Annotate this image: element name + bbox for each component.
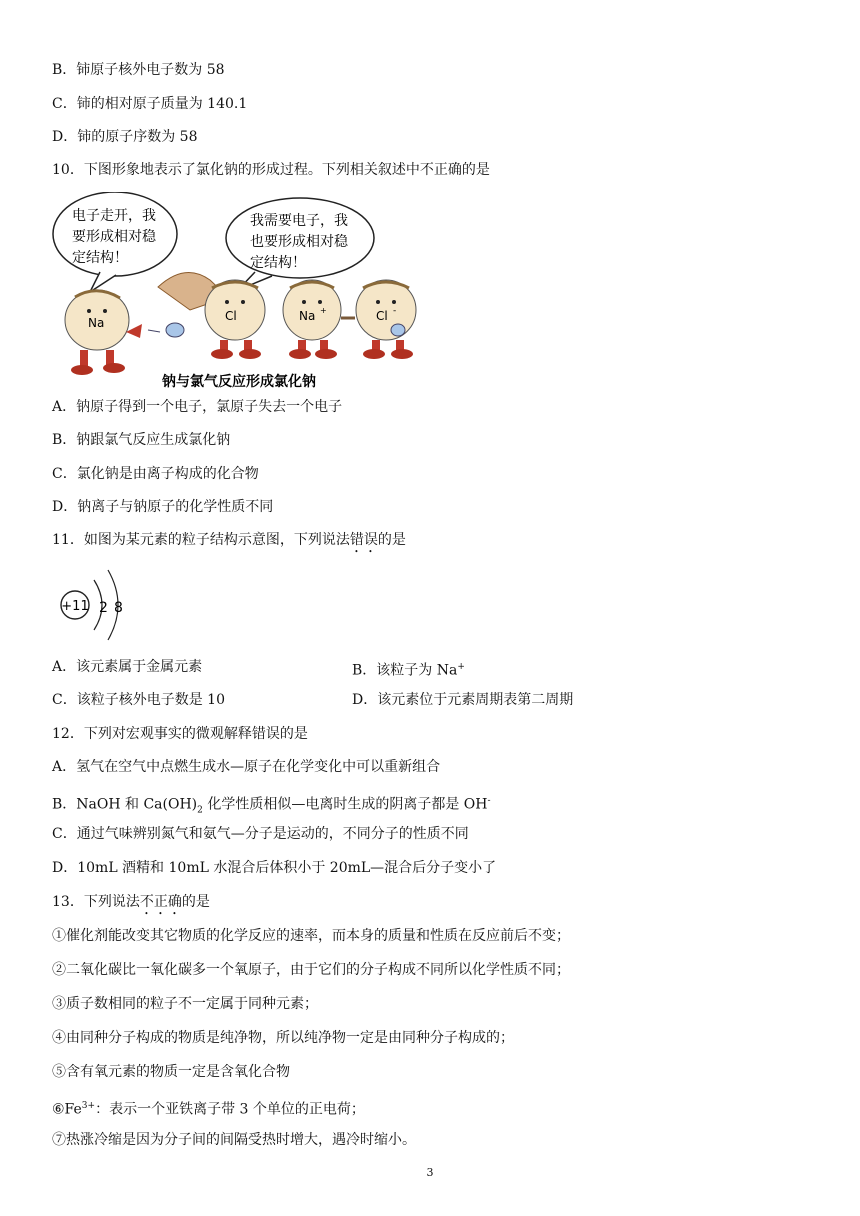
shell-1-electrons: 2 [99, 600, 108, 616]
q12-option-d: D．10mL 酒精和 10mL 水混合后体积小于 20mL—混合后分子变小了 [52, 860, 497, 876]
electron-icon [148, 323, 184, 337]
q13-item-1: ①催化剂能改变其它物质的化学反应的速率，而本身的质量和性质在反应前后不变； [52, 928, 570, 944]
cl-ion-label: Cl [376, 309, 388, 323]
q11-stem-end: 的是 [377, 532, 406, 548]
q13-item-6-charge: 3+ [81, 1101, 96, 1111]
q12-option-b-text-2: 化学性质相似—电离时生成的阴离子都是 OH [202, 796, 488, 813]
q11-stem-text: 11．如图为某元素的粒子结构示意图，下列说法 [52, 532, 350, 548]
q13-stem [52, 892, 210, 918]
q12-stem: 12．下列对宏观事实的微观解释错误的是 [52, 726, 308, 742]
q11-option-d: D．该元素位于元素周期表第二周期 [352, 692, 574, 708]
shell-2-electrons: 8 [114, 600, 123, 616]
q12-option-b-text: B．NaOH 和 Ca(OH) [52, 796, 198, 813]
q13-stem-end: 的是 [181, 894, 210, 910]
q10-option-d: D．钠离子与钠原子的化学性质不同 [52, 499, 274, 515]
q13-item-2: ②二氧化碳比一氧化碳多一个氧原子，由于它们的分子构成不同所以化学性质不同； [52, 962, 570, 978]
q13-item-3: ③质子数相同的粒子不一定属于同种元素； [52, 996, 318, 1012]
q10-option-a: A．钠原子得到一个电子，氯原子失去一个电子 [52, 399, 343, 415]
q9-option-d: D．铈的原子序数为 58 [52, 129, 198, 145]
q10-option-b: B．钠跟氯气反应生成氯化钠 [52, 432, 231, 448]
cl-label: Cl [225, 309, 237, 323]
bubble-left-line-1: 电子走开，我 [72, 208, 156, 224]
q11-option-a: A．该元素属于金属元素 [52, 659, 203, 675]
q12-option-a: A．氢气在空气中点燃生成水—原子在化学变化中可以重新组合 [52, 759, 441, 775]
q13-stem-emphasis: 不正确 [139, 894, 182, 910]
q12-option-b [52, 791, 491, 820]
q13-item-6 [52, 1096, 365, 1120]
na-ion-character [283, 280, 355, 359]
q13-item-4: ④由同种分子构成的物质是纯净物，所以纯净物一定是由同种分子构成的； [52, 1030, 514, 1046]
q12-option-b-subscript: 2 [197, 805, 203, 816]
cl-ion-charge: - [393, 306, 397, 316]
q11-option-c: C．该粒子核外电子数是 10 [52, 692, 225, 708]
q11-option-b [352, 657, 465, 681]
q11-stem [52, 530, 406, 556]
cl-atom-character [205, 280, 265, 359]
q12-option-b-charge: - [487, 796, 491, 806]
q10-stem: 10．下图形象地表示了氯化钠的形成过程。下列相关叙述中不正确的是 [52, 162, 490, 178]
page-number: 3 [426, 1166, 434, 1179]
q11-option-b-charge: + [457, 662, 465, 672]
q13-stem-text: 13．下列说法 [52, 894, 140, 910]
q13-item-7: ⑦热涨冷缩是因为分子间的间隔受热时增大，遇冷时缩小。 [52, 1132, 416, 1148]
nucleus-label: +11 [61, 599, 89, 614]
nacl-formation-illustration [50, 192, 440, 392]
q11-stem-emphasis: 错误 [349, 532, 378, 548]
bubble-left-line-2: 要形成相对稳 [72, 229, 156, 245]
bubble-left-line-3: 定结构！ [72, 250, 128, 266]
q11-option-b-text: B．该粒子为 Na [352, 662, 458, 679]
q13-item-6-text-2: ：表示一个亚铁离子带 3 个单位的正电荷； [95, 1101, 365, 1118]
na-label: Na [88, 316, 105, 330]
na-atom-character [65, 290, 142, 375]
cl-ion-character [356, 280, 416, 359]
na-ion-label: Na [299, 309, 316, 323]
q12-option-c: C．通过气味辨别氮气和氨气—分子是运动的，不同分子的性质不同 [52, 826, 469, 842]
q13-item-5: ⑤含有氧元素的物质一定是含氧化合物 [52, 1064, 290, 1080]
bubble-right-line-2: 也要形成相对稳 [250, 234, 348, 250]
atomic-structure-diagram [56, 566, 136, 646]
q9-option-b: B．铈原子核外电子数为 58 [52, 62, 225, 78]
speech-bubble-left [53, 192, 177, 292]
illustration-caption: 钠与氯气反应形成氯化钠 [162, 374, 316, 390]
q9-option-c: C．铈的相对原子质量为 140.1 [52, 96, 248, 112]
q10-option-c: C．氯化钠是由离子构成的化合物 [52, 466, 259, 482]
bubble-right-line-1: 我需要电子，我 [250, 213, 348, 229]
na-ion-charge: + [320, 306, 327, 315]
q13-item-6-text: ⑥Fe [52, 1101, 82, 1118]
bubble-right-line-3: 定结构！ [250, 255, 306, 271]
speech-bubble-right [226, 198, 374, 290]
